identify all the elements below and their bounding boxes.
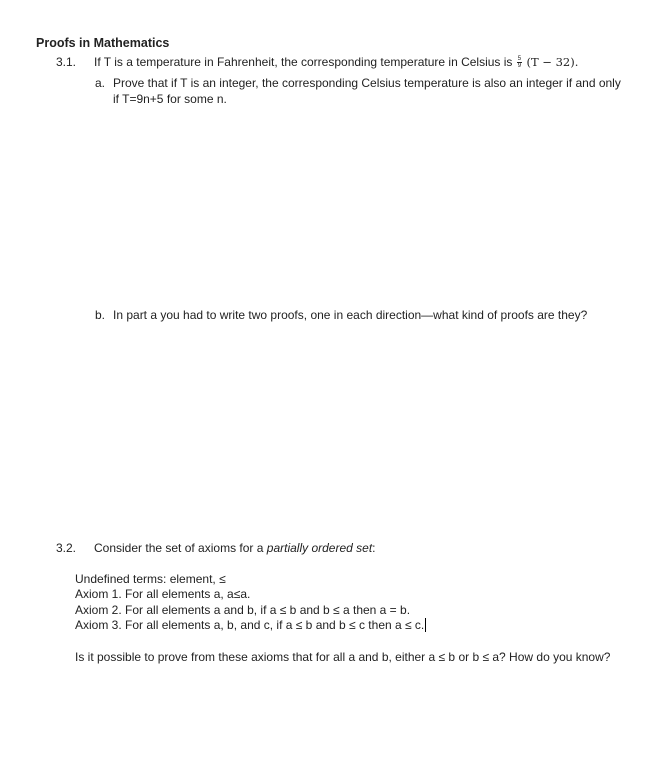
part-a-label: a. (95, 76, 106, 90)
fraction-numerator: 5 (517, 56, 522, 63)
fraction-5-9 (517, 56, 522, 69)
axiom-3: Axiom 3. For all elements a, b, and c, if a ≤ b and b ≤ c then a ≤ c. (75, 618, 425, 632)
question-3-1-text (94, 55, 578, 69)
fraction-denominator: 9 (517, 63, 522, 70)
intro-colon: : (372, 541, 376, 555)
celsius-formula: (T − 32). (526, 55, 579, 69)
question-number-3-1: 3.1. (56, 55, 77, 69)
part-b-label: b. (95, 308, 106, 322)
part-a-line-2: if T=9n+5 for some n. (113, 92, 227, 106)
question-3-1-prompt: If T is a temperature in Fahrenheit, the corresponding temperature in Celsius is (94, 55, 513, 69)
text-cursor (425, 618, 426, 632)
question-3-2-question: Is it possible to prove from these axioms that for all a and b, either a ≤ b or b ≤ a? How do you know? (75, 650, 611, 664)
document-title: Proofs in Mathematics (36, 36, 170, 50)
axiom-3-line[interactable] (75, 618, 426, 632)
part-a-line-1: Prove that if T is an integer, the corresponding Celsius temperature is also an integer if and only (113, 76, 621, 90)
axiom-2: Axiom 2. For all elements a and b, if a ≤ b and b ≤ a then a = b. (75, 603, 411, 617)
intro-italic-term: partially ordered set (266, 541, 373, 555)
axiom-1: Axiom 1. For all elements a, a≤a. (75, 587, 251, 601)
question-3-2-intro (94, 541, 376, 555)
intro-text: Consider the set of axioms for a (94, 541, 264, 555)
question-number-3-2: 3.2. (56, 541, 77, 555)
part-b-text: In part a you had to write two proofs, one in each direction—what kind of proofs are they? (113, 308, 588, 322)
undefined-terms: Undefined terms: element, ≤ (75, 572, 226, 586)
